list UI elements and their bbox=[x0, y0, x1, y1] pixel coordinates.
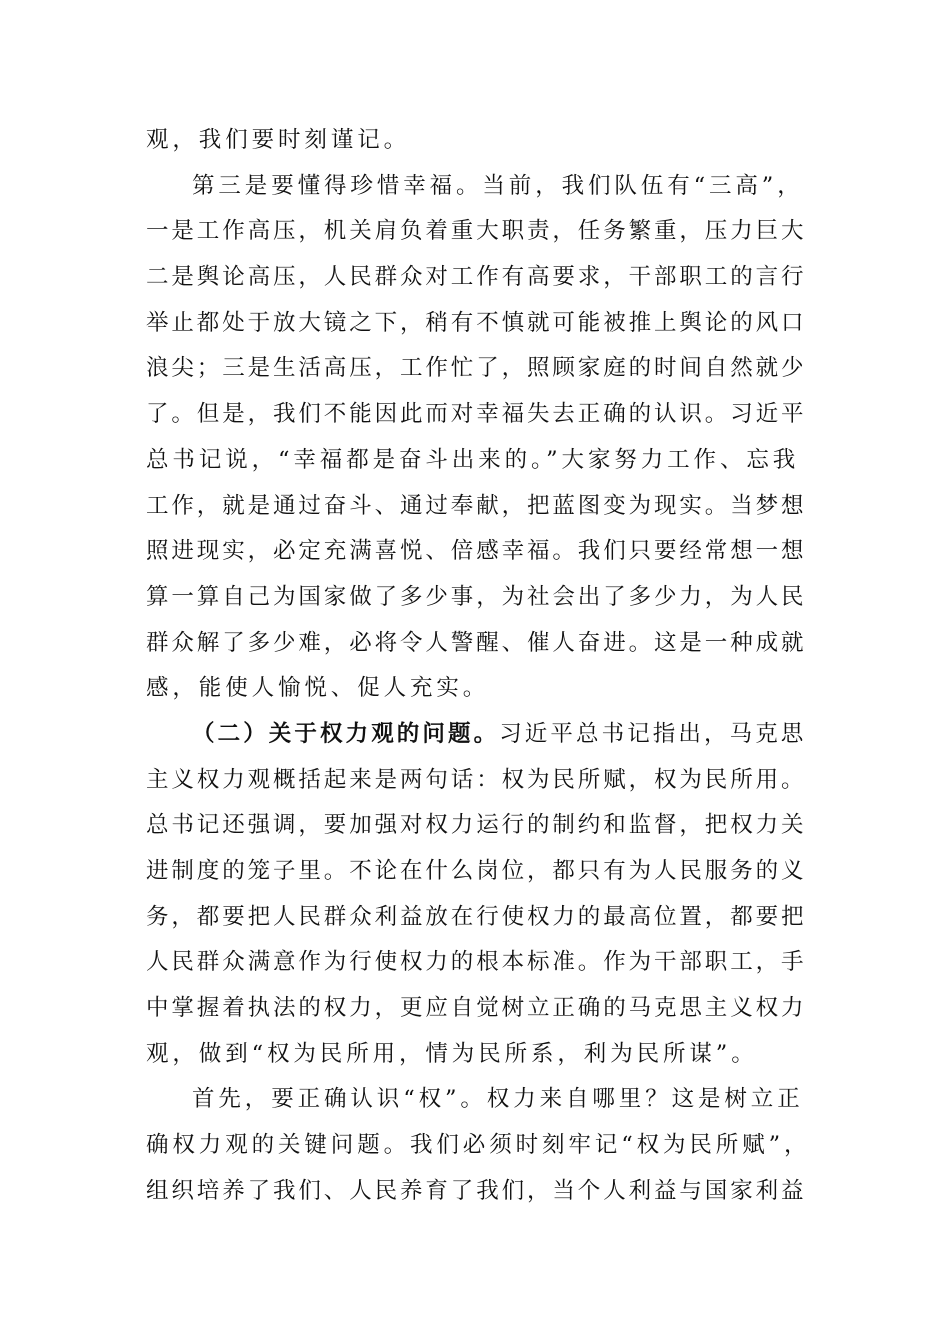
section-heading-line bbox=[146, 712, 810, 758]
text-line: 首先，要正确认识“权”。权力来自哪里？这是树立正 bbox=[192, 1086, 804, 1113]
text-line: 观，做到“权为民所用，情为民所系，利为民所谋”。 bbox=[146, 1040, 758, 1067]
text-line: 总书记说，“幸福都是奋斗出来的。”大家努力工作、忘我 bbox=[146, 446, 800, 473]
text-line: 浪尖；三是生活高压，工作忙了，照顾家庭的时间自然就少 bbox=[146, 355, 807, 382]
text-line: 举止都处于放大镜之下，稍有不慎就可能被推上舆论的风口 bbox=[146, 309, 807, 336]
text-line: 中掌握着执法的权力，更应自觉树立正确的马克思主义权力 bbox=[146, 995, 807, 1022]
text-line: 工作，就是通过奋斗、通过奉献，把蓝图变为现实。当梦想 bbox=[146, 492, 807, 519]
text-line: 主义权力观概括起来是两句话：权为民所赋，权为民所用。 bbox=[146, 766, 807, 793]
text-line: 习近平总书记指出，马克思 bbox=[499, 720, 807, 747]
section-heading: （二）关于权力观的问题。 bbox=[192, 720, 500, 747]
text-line: 确权力观的关键问题。我们必须时刻牢记“权为民所赋”， bbox=[146, 1132, 811, 1159]
text-line: 进制度的笼子里。不论在什么岗位，都只有为人民服务的义 bbox=[146, 858, 807, 884]
document-page bbox=[146, 118, 810, 1215]
text-line: 群众解了多少难，必将令人警醒、催人奋进。这是一种成就 bbox=[146, 629, 807, 656]
text-line: 二是舆论高压，人民群众对工作有高要求，干部职工的言行 bbox=[146, 264, 807, 291]
text-line: 务，都要把人民群众利益放在行使权力的最高位置，都要把 bbox=[146, 903, 807, 930]
text-line: 总书记还强调，要加强对权力运行的制约和监督，把权力关 bbox=[146, 812, 807, 839]
text-line: 一是工作高压，机关肩负着重大职责，任务繁重，压力巨大 bbox=[146, 218, 807, 245]
text-line: 人民群众满意作为行使权力的根本标准。作为干部职工，手 bbox=[146, 949, 807, 976]
text-line: 照进现实，必定充满喜悦、倍感幸福。我们只要经常想一想 bbox=[146, 538, 807, 565]
text-line: 感，能使人愉悦、促人充实。 bbox=[146, 675, 490, 702]
text-line: 观，我们要时刻谨记。 bbox=[146, 127, 411, 153]
text-line: 组织培养了我们、人民养育了我们，当个人利益与国家利益 bbox=[146, 1177, 807, 1204]
text-line: 了。但是，我们不能因此而对幸福失去正确的认识。习近平 bbox=[146, 401, 807, 428]
text-line: 算一算自己为国家做了多少事，为社会出了多少力，为人民 bbox=[146, 583, 807, 610]
text-line: 第三是要懂得珍惜幸福。当前，我们队伍有“三高”， bbox=[192, 172, 804, 199]
